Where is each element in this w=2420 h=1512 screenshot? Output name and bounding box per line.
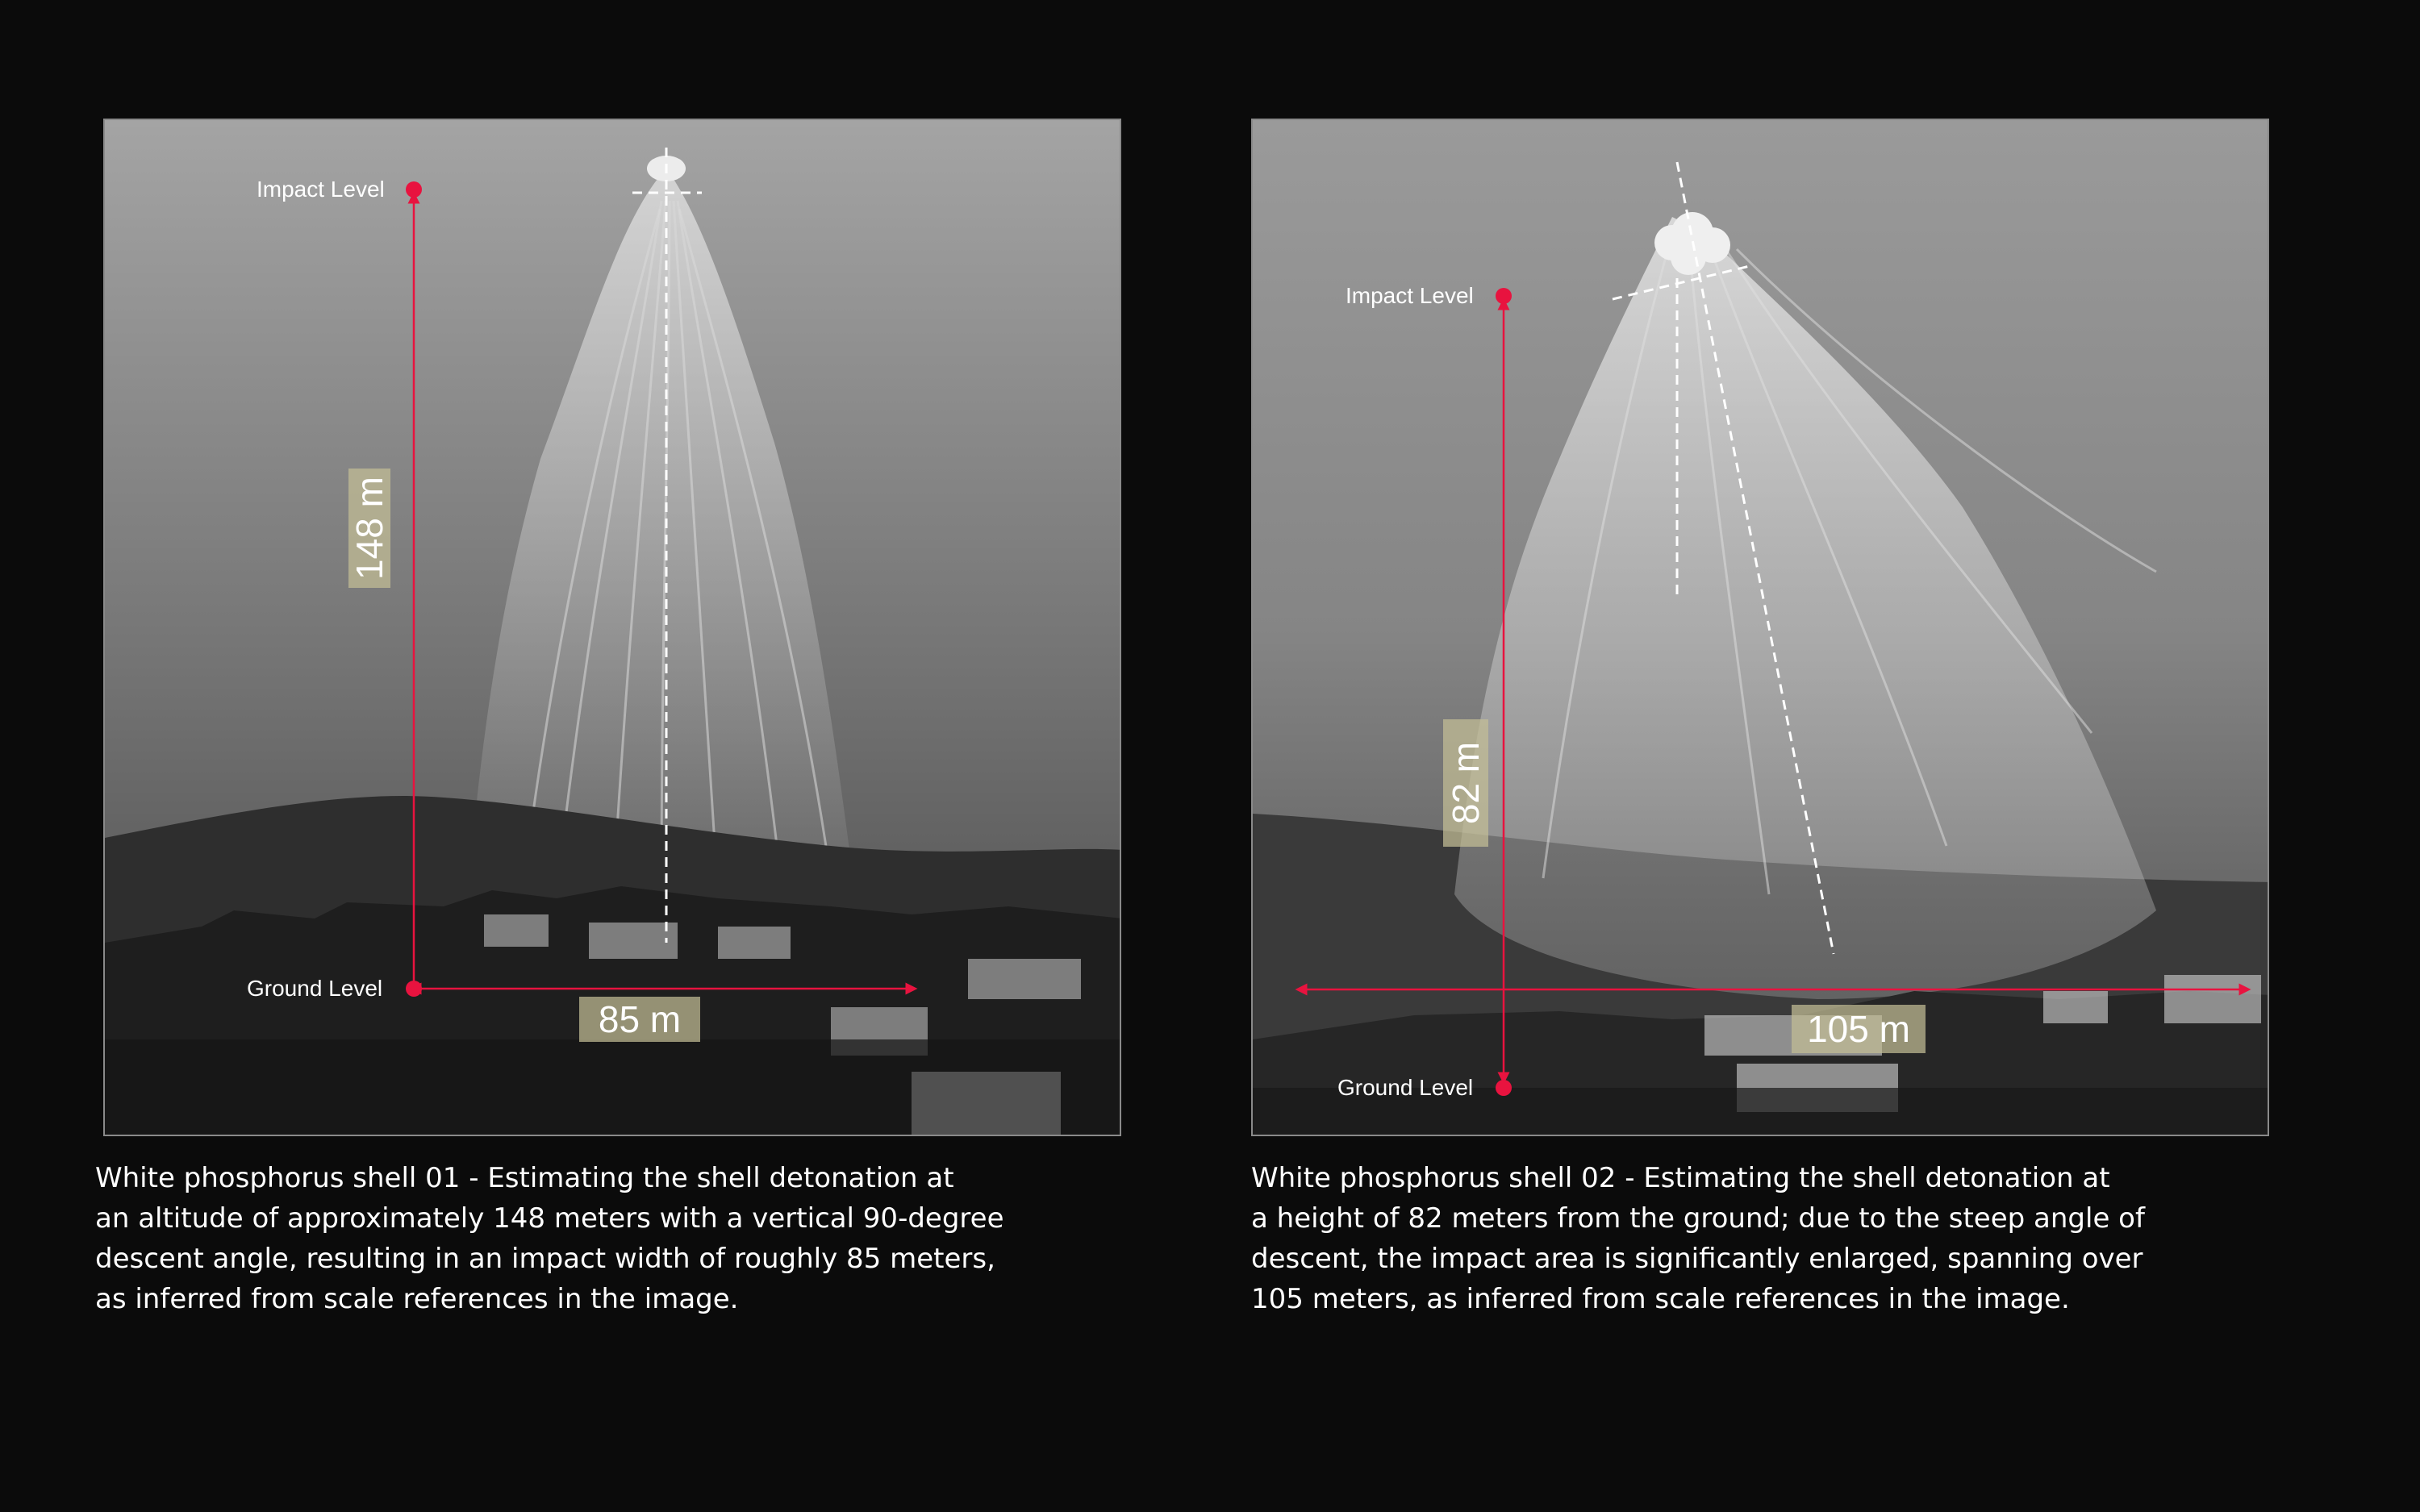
caption-line: descent, the impact area is significantly enlarged, spanning over bbox=[1251, 1243, 2143, 1275]
caption-line: an altitude of approximately 148 meters with a vertical 90-degree bbox=[95, 1202, 1004, 1235]
width-value-label: 105 m bbox=[1792, 1005, 1926, 1053]
impact-level-label: Impact Level bbox=[257, 177, 385, 202]
height-value-label: 82 m bbox=[1443, 719, 1488, 847]
ground-level-label: Ground Level bbox=[1337, 1075, 1474, 1100]
impact-level-marker bbox=[1496, 288, 1512, 304]
caption-line: as inferred from scale references in the image. bbox=[95, 1283, 739, 1315]
caption-line: White phosphorus shell 01 - Estimating the shell detonation at bbox=[95, 1162, 954, 1194]
photo-panel-shell-01 bbox=[103, 119, 1121, 1136]
caption-line: descent angle, resulting in an impact width of roughly 85 meters, bbox=[95, 1243, 995, 1275]
foreground-trees bbox=[105, 1039, 1121, 1136]
photo-panel-shell-02 bbox=[1251, 119, 2269, 1136]
ground-level-label: Ground Level bbox=[247, 976, 383, 1001]
scene-shell-02 bbox=[1253, 120, 2269, 1136]
impact-level-label: Impact Level bbox=[1346, 283, 1474, 308]
impact-level-marker bbox=[406, 181, 422, 198]
height-value-label: 148 m bbox=[348, 469, 390, 588]
caption-shell-01 bbox=[95, 1158, 1095, 1319]
caption-line: a height of 82 meters from the ground; due to the steep angle of bbox=[1251, 1202, 2145, 1235]
width-value-label: 85 m bbox=[579, 997, 700, 1042]
caption-line: White phosphorus shell 02 - Estimating the shell detonation at bbox=[1251, 1162, 2110, 1194]
ground-level-marker bbox=[1496, 1080, 1512, 1096]
caption-line: 105 meters, as inferred from scale references in the image. bbox=[1251, 1283, 2070, 1315]
caption-shell-02 bbox=[1251, 1158, 2251, 1319]
